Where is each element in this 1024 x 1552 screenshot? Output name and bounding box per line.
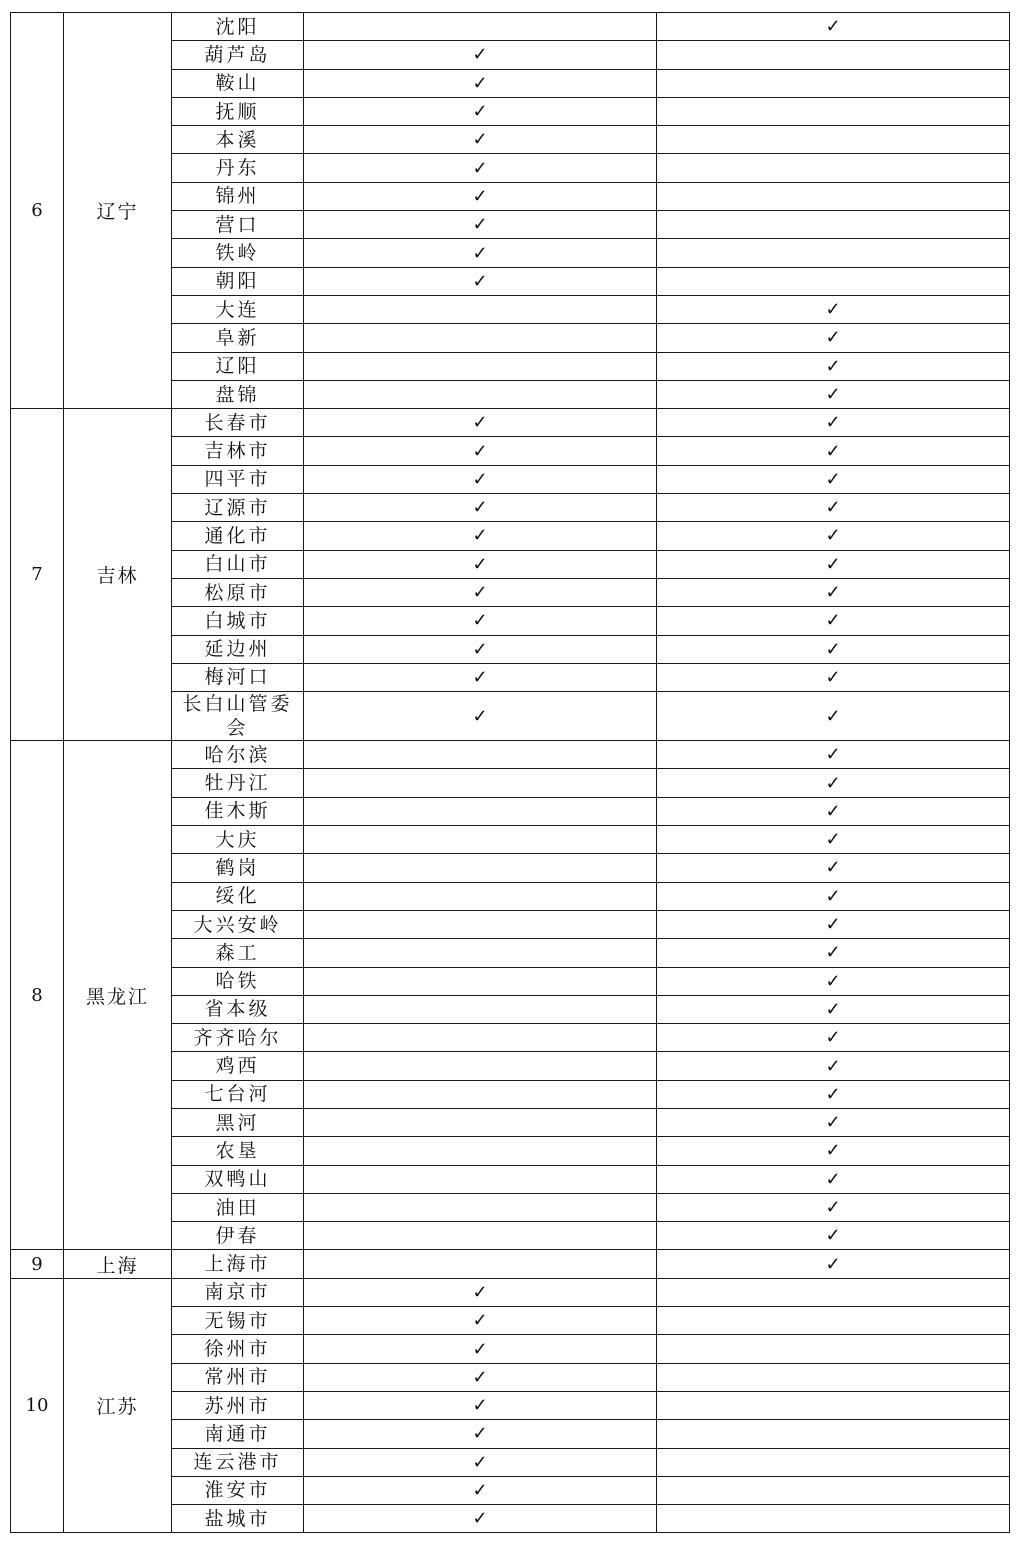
check-mark-column-2 — [657, 97, 1010, 125]
city-name: 绥化 — [172, 882, 304, 910]
city-name: 白山市 — [172, 550, 304, 578]
check-mark-column-2: ✓ — [657, 352, 1010, 380]
check-mark-column-1 — [304, 295, 657, 323]
city-name: 鸡西 — [172, 1052, 304, 1080]
check-mark-column-1: ✓ — [304, 522, 657, 550]
city-name: 葫芦岛 — [172, 41, 304, 69]
check-mark-column-1: ✓ — [304, 267, 657, 295]
check-mark-column-1: ✓ — [304, 1505, 657, 1533]
check-mark-column-1: ✓ — [304, 635, 657, 663]
city-name: 铁岭 — [172, 239, 304, 267]
check-mark-column-2: ✓ — [657, 663, 1010, 691]
check-mark-column-2: ✓ — [657, 550, 1010, 578]
check-mark-column-2: ✓ — [657, 578, 1010, 606]
check-mark-column-1: ✓ — [304, 97, 657, 125]
check-mark-column-1: ✓ — [304, 1448, 657, 1476]
city-name: 营口 — [172, 211, 304, 239]
check-mark-column-2: ✓ — [657, 607, 1010, 635]
city-name: 徐州市 — [172, 1335, 304, 1363]
city-name: 沈阳 — [172, 13, 304, 41]
city-name: 辽源市 — [172, 494, 304, 522]
city-name: 连云港市 — [172, 1448, 304, 1476]
check-mark-column-1: ✓ — [304, 182, 657, 210]
check-mark-column-2 — [657, 1448, 1010, 1476]
row-number: 6 — [11, 13, 64, 409]
city-name: 朝阳 — [172, 267, 304, 295]
check-mark-column-1: ✓ — [304, 154, 657, 182]
check-mark-column-2 — [657, 1335, 1010, 1363]
city-name: 鞍山 — [172, 69, 304, 97]
city-name: 丹东 — [172, 154, 304, 182]
city-name: 南京市 — [172, 1278, 304, 1306]
city-name: 通化市 — [172, 522, 304, 550]
check-mark-column-1 — [304, 882, 657, 910]
check-mark-column-2: ✓ — [657, 409, 1010, 437]
province-name: 辽宁 — [64, 13, 172, 409]
row-number: 10 — [11, 1278, 64, 1533]
city-name: 长白山管委会 — [172, 692, 304, 741]
check-mark-column-1: ✓ — [304, 1335, 657, 1363]
check-mark-column-1: ✓ — [304, 1278, 657, 1306]
check-mark-column-2: ✓ — [657, 295, 1010, 323]
check-mark-column-2 — [657, 1391, 1010, 1419]
city-name: 油田 — [172, 1193, 304, 1221]
check-mark-column-2 — [657, 267, 1010, 295]
city-name: 长春市 — [172, 409, 304, 437]
city-name: 双鸭山 — [172, 1165, 304, 1193]
check-mark-column-1 — [304, 741, 657, 769]
check-mark-column-1 — [304, 1250, 657, 1278]
city-name: 七台河 — [172, 1080, 304, 1108]
check-mark-column-2: ✓ — [657, 692, 1010, 741]
check-mark-column-1 — [304, 797, 657, 825]
check-mark-column-1 — [304, 826, 657, 854]
check-mark-column-2: ✓ — [657, 522, 1010, 550]
city-name: 伊春 — [172, 1222, 304, 1250]
city-name: 辽阳 — [172, 352, 304, 380]
check-mark-column-2 — [657, 1420, 1010, 1448]
city-name: 淮安市 — [172, 1476, 304, 1504]
city-name: 大兴安岭 — [172, 910, 304, 938]
check-mark-column-1: ✓ — [304, 692, 657, 741]
check-mark-column-1 — [304, 1222, 657, 1250]
check-mark-column-1 — [304, 352, 657, 380]
province-name: 江苏 — [64, 1278, 172, 1533]
province-name: 吉林 — [64, 409, 172, 741]
check-mark-column-1 — [304, 1080, 657, 1108]
check-mark-column-2: ✓ — [657, 854, 1010, 882]
check-mark-column-1 — [304, 1052, 657, 1080]
table-row — [11, 13, 1010, 41]
row-number: 7 — [11, 409, 64, 741]
check-mark-column-2: ✓ — [657, 1165, 1010, 1193]
check-mark-column-2: ✓ — [657, 324, 1010, 352]
table-row — [11, 1278, 1010, 1306]
check-mark-column-2: ✓ — [657, 1193, 1010, 1221]
check-mark-column-2 — [657, 69, 1010, 97]
city-name: 佳木斯 — [172, 797, 304, 825]
city-name: 阜新 — [172, 324, 304, 352]
check-mark-column-1: ✓ — [304, 1363, 657, 1391]
check-mark-column-2: ✓ — [657, 797, 1010, 825]
city-name: 鹤岗 — [172, 854, 304, 882]
city-name: 常州市 — [172, 1363, 304, 1391]
city-name: 省本级 — [172, 995, 304, 1023]
check-mark-column-1: ✓ — [304, 607, 657, 635]
check-mark-column-2 — [657, 1476, 1010, 1504]
check-mark-column-1: ✓ — [304, 578, 657, 606]
check-mark-column-2: ✓ — [657, 1137, 1010, 1165]
check-mark-column-2: ✓ — [657, 939, 1010, 967]
city-name: 盘锦 — [172, 380, 304, 408]
check-mark-column-1: ✓ — [304, 663, 657, 691]
check-mark-column-2 — [657, 182, 1010, 210]
check-mark-column-2: ✓ — [657, 437, 1010, 465]
check-mark-column-1: ✓ — [304, 550, 657, 578]
check-mark-column-2: ✓ — [657, 465, 1010, 493]
city-name: 牡丹江 — [172, 769, 304, 797]
check-mark-column-1: ✓ — [304, 1420, 657, 1448]
city-name: 梅河口 — [172, 663, 304, 691]
check-mark-column-1: ✓ — [304, 409, 657, 437]
city-name: 松原市 — [172, 578, 304, 606]
check-mark-column-1 — [304, 1108, 657, 1136]
check-mark-column-2: ✓ — [657, 1024, 1010, 1052]
check-mark-column-2: ✓ — [657, 1052, 1010, 1080]
city-name: 森工 — [172, 939, 304, 967]
check-mark-column-1 — [304, 1024, 657, 1052]
check-mark-column-1: ✓ — [304, 69, 657, 97]
check-mark-column-2: ✓ — [657, 741, 1010, 769]
city-name: 苏州市 — [172, 1391, 304, 1419]
check-mark-column-2: ✓ — [657, 635, 1010, 663]
city-name: 农垦 — [172, 1137, 304, 1165]
check-mark-column-2: ✓ — [657, 13, 1010, 41]
check-mark-column-1: ✓ — [304, 1307, 657, 1335]
city-name: 齐齐哈尔 — [172, 1024, 304, 1052]
city-name: 上海市 — [172, 1250, 304, 1278]
check-mark-column-1: ✓ — [304, 494, 657, 522]
check-mark-column-1 — [304, 324, 657, 352]
city-name: 延边州 — [172, 635, 304, 663]
check-mark-column-2: ✓ — [657, 995, 1010, 1023]
city-name: 大庆 — [172, 826, 304, 854]
check-mark-column-2 — [657, 126, 1010, 154]
city-name: 盐城市 — [172, 1505, 304, 1533]
check-mark-column-2: ✓ — [657, 494, 1010, 522]
check-mark-column-1 — [304, 854, 657, 882]
check-mark-column-2 — [657, 1278, 1010, 1306]
check-mark-column-2: ✓ — [657, 380, 1010, 408]
check-mark-column-2: ✓ — [657, 967, 1010, 995]
check-mark-column-2: ✓ — [657, 1222, 1010, 1250]
check-mark-column-1 — [304, 939, 657, 967]
check-mark-column-1 — [304, 380, 657, 408]
city-name: 锦州 — [172, 182, 304, 210]
check-mark-column-1: ✓ — [304, 239, 657, 267]
check-mark-column-1 — [304, 1165, 657, 1193]
table-row — [11, 741, 1010, 769]
province-name: 黑龙江 — [64, 741, 172, 1250]
city-name: 大连 — [172, 295, 304, 323]
check-mark-column-1: ✓ — [304, 41, 657, 69]
check-mark-column-1: ✓ — [304, 465, 657, 493]
table-row — [11, 409, 1010, 437]
check-mark-column-1 — [304, 769, 657, 797]
check-mark-column-2: ✓ — [657, 1080, 1010, 1108]
city-coverage-table — [10, 12, 1010, 1533]
city-name: 白城市 — [172, 607, 304, 635]
row-number: 8 — [11, 741, 64, 1250]
check-mark-column-2: ✓ — [657, 882, 1010, 910]
check-mark-column-1 — [304, 995, 657, 1023]
check-mark-column-2 — [657, 1505, 1010, 1533]
check-mark-column-2 — [657, 1307, 1010, 1335]
city-name: 南通市 — [172, 1420, 304, 1448]
check-mark-column-1 — [304, 13, 657, 41]
check-mark-column-1 — [304, 1193, 657, 1221]
table-row — [11, 1250, 1010, 1278]
city-name: 吉林市 — [172, 437, 304, 465]
check-mark-column-1: ✓ — [304, 1476, 657, 1504]
check-mark-column-2 — [657, 1363, 1010, 1391]
check-mark-column-1 — [304, 910, 657, 938]
check-mark-column-2: ✓ — [657, 1108, 1010, 1136]
check-mark-column-1: ✓ — [304, 1391, 657, 1419]
check-mark-column-1 — [304, 967, 657, 995]
check-mark-column-2 — [657, 239, 1010, 267]
check-mark-column-2 — [657, 211, 1010, 239]
row-number: 9 — [11, 1250, 64, 1278]
city-name: 无锡市 — [172, 1307, 304, 1335]
city-name: 四平市 — [172, 465, 304, 493]
check-mark-column-1 — [304, 1137, 657, 1165]
check-mark-column-2: ✓ — [657, 910, 1010, 938]
city-name: 抚顺 — [172, 97, 304, 125]
city-name: 本溪 — [172, 126, 304, 154]
check-mark-column-1: ✓ — [304, 211, 657, 239]
check-mark-column-1: ✓ — [304, 437, 657, 465]
city-name: 黑河 — [172, 1108, 304, 1136]
check-mark-column-2 — [657, 154, 1010, 182]
province-name: 上海 — [64, 1250, 172, 1278]
check-mark-column-2 — [657, 41, 1010, 69]
check-mark-column-2: ✓ — [657, 826, 1010, 854]
city-name: 哈尔滨 — [172, 741, 304, 769]
check-mark-column-2: ✓ — [657, 769, 1010, 797]
check-mark-column-2: ✓ — [657, 1250, 1010, 1278]
city-name: 哈铁 — [172, 967, 304, 995]
check-mark-column-1: ✓ — [304, 126, 657, 154]
